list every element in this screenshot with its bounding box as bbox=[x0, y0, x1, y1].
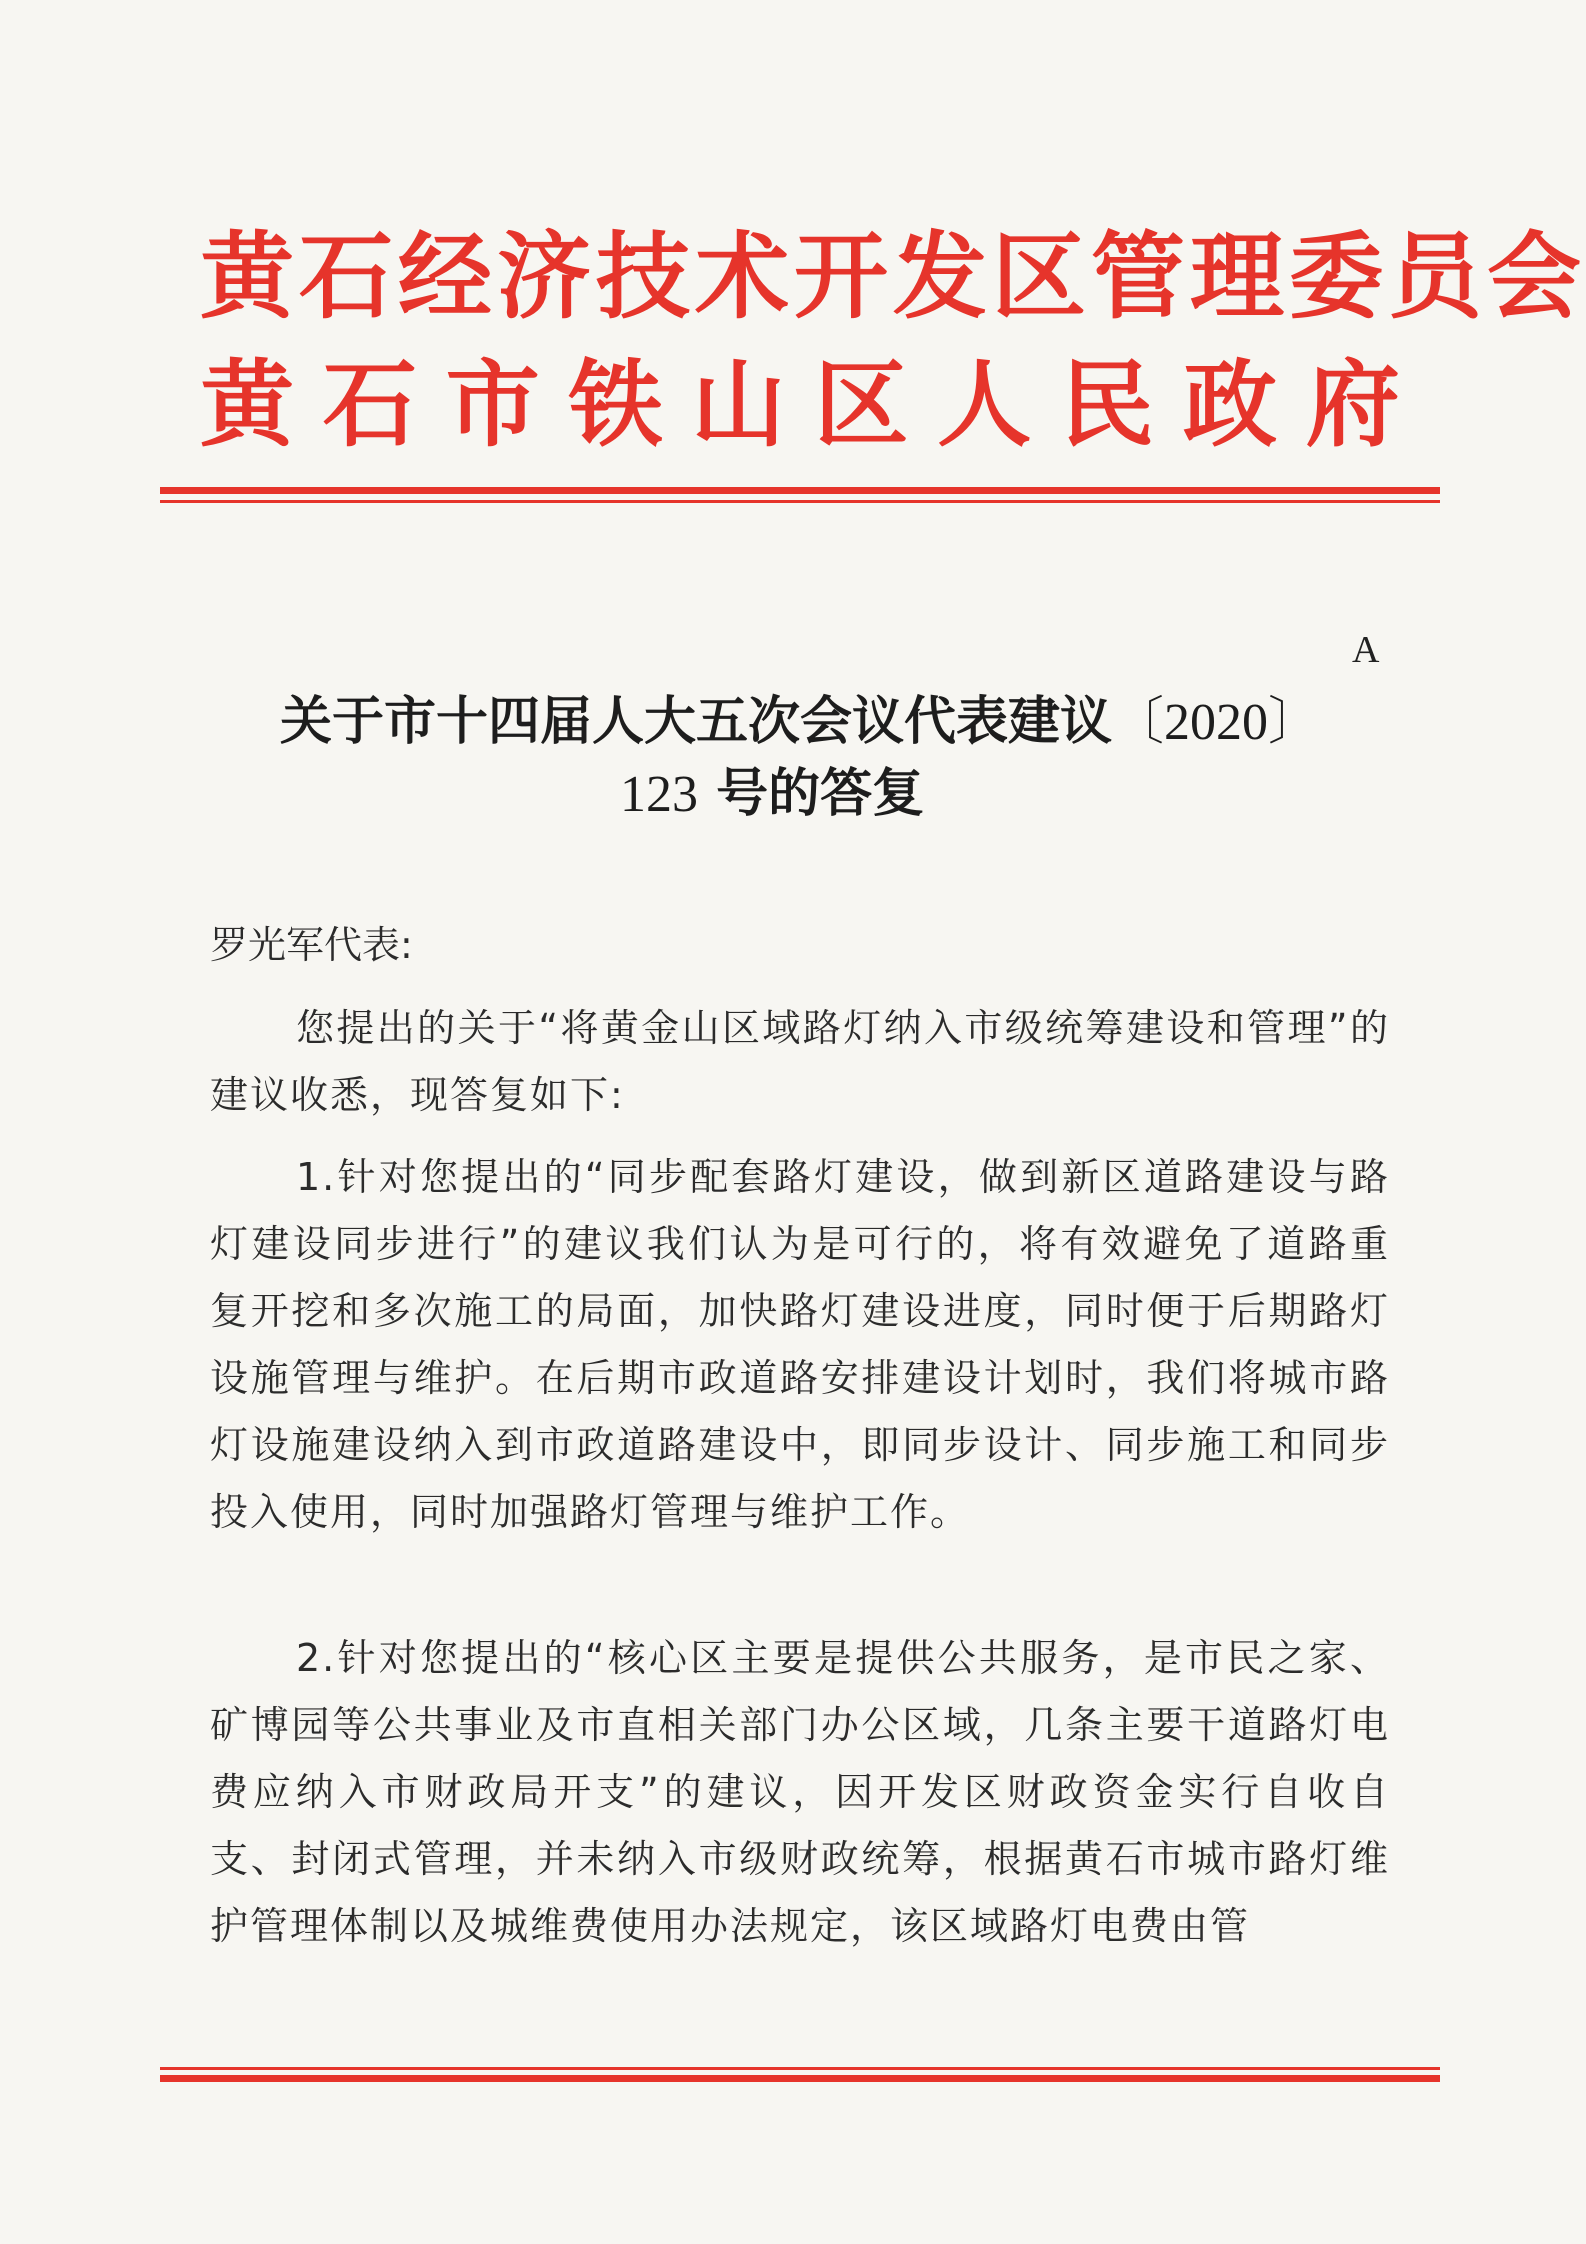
paragraph-text: 您提出的关于“将黄金山区域路灯纳入市级统筹建设和管理”的建议收悉，现答复如下: bbox=[210, 1006, 1390, 1117]
body-paragraph-1 bbox=[210, 1144, 1390, 1546]
org-name-2-char: 区 bbox=[814, 350, 909, 460]
org-name-2-char: 民 bbox=[1060, 350, 1155, 460]
org-name-2-char: 黄 bbox=[200, 350, 295, 460]
title-year: 〔2020〕 bbox=[1112, 694, 1321, 751]
org-name-2-char: 铁 bbox=[568, 350, 663, 460]
document-title-line-1 bbox=[180, 690, 1420, 755]
footer-rule-thick bbox=[160, 2075, 1440, 2082]
org-name-2-char: 人 bbox=[937, 350, 1032, 460]
body-paragraph-intro bbox=[210, 995, 1390, 1129]
title-suffix: 号的答复 bbox=[716, 763, 925, 824]
body-paragraph-2 bbox=[210, 1625, 1390, 1960]
paragraph-text: 2.针对您提出的“核心区主要是提供公共服务，是市民之家、矿博园等公共事业及市直相关部门办公区域，几条主要干道路灯电费应纳入市财政局开支”的建议，因开发区财政资金实行自收自支、封闭式管理，并未纳入市级财政统筹，根据黄石市城市路灯维护管理体制以及城维费使用办法规定，该区域路灯电费由管 bbox=[210, 1636, 1390, 1948]
header-rule-thin bbox=[160, 500, 1440, 503]
footer-rule-thin bbox=[160, 2067, 1440, 2070]
org-name-2-char: 府 bbox=[1305, 350, 1400, 460]
org-name-2-char: 政 bbox=[1183, 350, 1278, 460]
title-number: 123 bbox=[620, 766, 698, 823]
org-name-line-2 bbox=[200, 350, 1400, 460]
org-name-line-1: 黄石经济技术开发区管理委员会 bbox=[200, 222, 1586, 332]
salutation: 罗光军代表: bbox=[210, 923, 413, 967]
org-name-2-char: 石 bbox=[322, 350, 417, 460]
header-rule-thick bbox=[160, 487, 1440, 494]
faded-stamp-mark bbox=[360, 810, 660, 920]
title-text: 关于市十四届人大五次会议代表建议 bbox=[279, 691, 1112, 752]
org-name-2-char: 市 bbox=[445, 350, 540, 460]
paragraph-text: 1.针对您提出的“同步配套路灯建设，做到新区道路建设与路灯建设同步进行”的建议我们认为是可行的，将有效避免了道路重复开挖和多次施工的局面，加快路灯建设进度，同时便于后期路灯设施管理与维护。在后期市政道路安排建设计划时，我们将城市路灯设施建设纳入到市政道路建设中，即同步设计、同步施工和同步投入使用，同时加强路灯管理与维护工作。 bbox=[210, 1155, 1390, 1534]
grade-mark: A bbox=[1352, 629, 1380, 671]
org-name-2-char: 山 bbox=[691, 350, 786, 460]
document-title-line-2 bbox=[620, 762, 1140, 827]
